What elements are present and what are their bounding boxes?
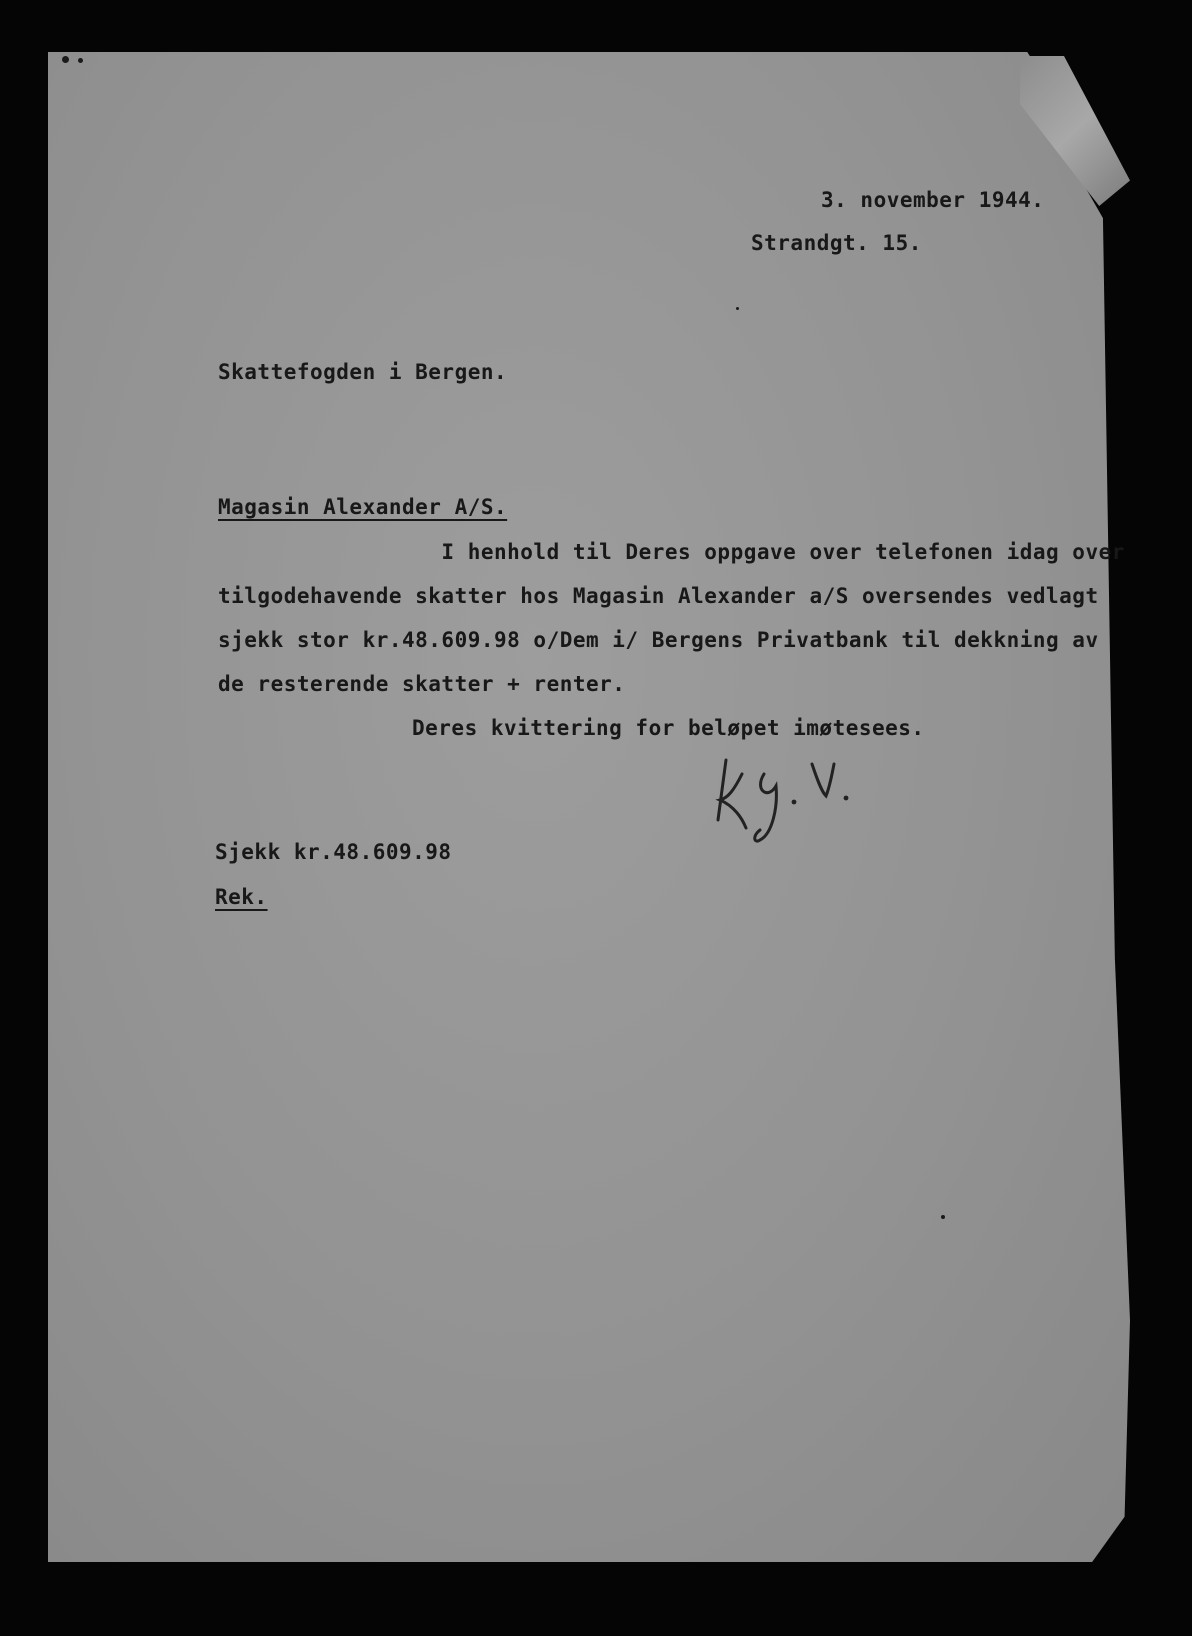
handwritten-initials — [708, 752, 893, 847]
body-line-2: tilgodehavende skatter hos Magasin Alexander a/S oversendes vedlagt — [218, 584, 1099, 608]
registered-mark: Rek. — [215, 885, 268, 909]
body-line-1: I henhold til Deres oppgave over telefonen idag over — [218, 540, 1125, 564]
paper-sheet — [48, 52, 1130, 1562]
body-line-3: sjekk stor kr.48.609.98 o/Dem i/ Bergens Privatbank til dekkning av — [218, 628, 1099, 652]
subject-line: Magasin Alexander A/S. — [218, 495, 508, 519]
letter-date: 3. november 1944. — [821, 188, 1045, 212]
enclosure-cheque: Sjekk kr.48.609.98 — [215, 840, 452, 864]
closing-line: Deres kvittering for beløpet imøtesees. — [412, 716, 925, 740]
scan-speck — [736, 307, 739, 310]
body-line-4: de resterende skatter + renter. — [218, 672, 626, 696]
sender-address: Strandgt. 15. — [751, 231, 922, 255]
scan-speck — [78, 58, 83, 63]
recipient-line: Skattefogden i Bergen. — [218, 360, 508, 384]
scan-speck — [62, 56, 69, 63]
scan-speck — [941, 1215, 945, 1219]
